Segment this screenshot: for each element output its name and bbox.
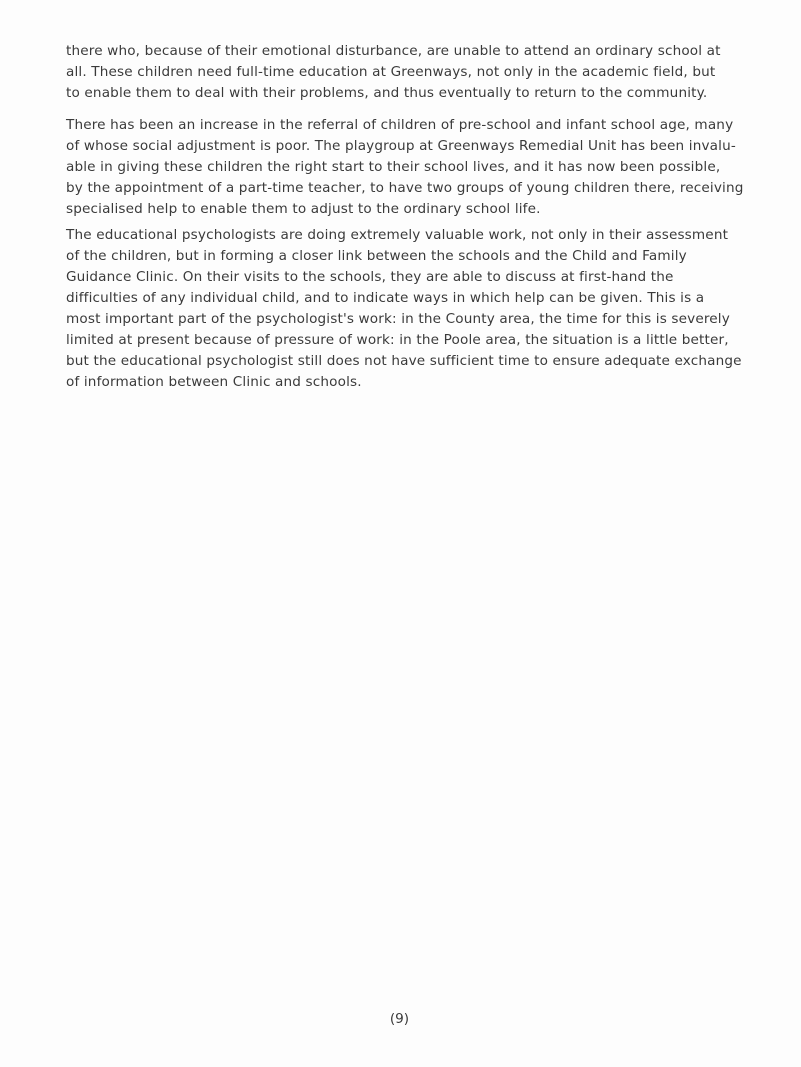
paragraph-emotional-disturbance: there who, because of their emotional disturbance, are unable to attend an ordinary school at all. These children need full-time education at Greenways, not only in the academic field, but to enable them to deal with their problems, and thus eventually to return to the community. (66, 43, 721, 101)
paragraph-educational-psychologists: The educational psychologists are doing extremely valuable work, not only in their assessment of the children, but in forming a closer link between the schools and the Child and Family Guidance Clinic. On their visits to the schools, they are able to discuss at first-hand the difficulties of any individual child, and to indicate ways in which help can be given. This is a most important part of the psychologist's work: in the County area, the time for this is severely limited at present because of pressure of work: in the Poole area, the situation is a little better, but the educational psychologist still does not have sufficient time to ensure adequate exchange of information between Clinic and schools. (66, 227, 742, 390)
page-number (0, 1011, 801, 1027)
paragraph-pre-school-referral: There has been an increase in the referral of children of pre-school and infant school age, many of whose social adjustment is poor. The playgroup at Greenways Remedial Unit has been invalu- able in giving these children the right start to their school lives, and it has now been possible, by the appointment of a part-time teacher, to have two groups of young children there, receiving specialised help to enable them to adjust to the ordinary school life. (66, 117, 744, 217)
page-number-text: (9) (389, 1011, 410, 1027)
